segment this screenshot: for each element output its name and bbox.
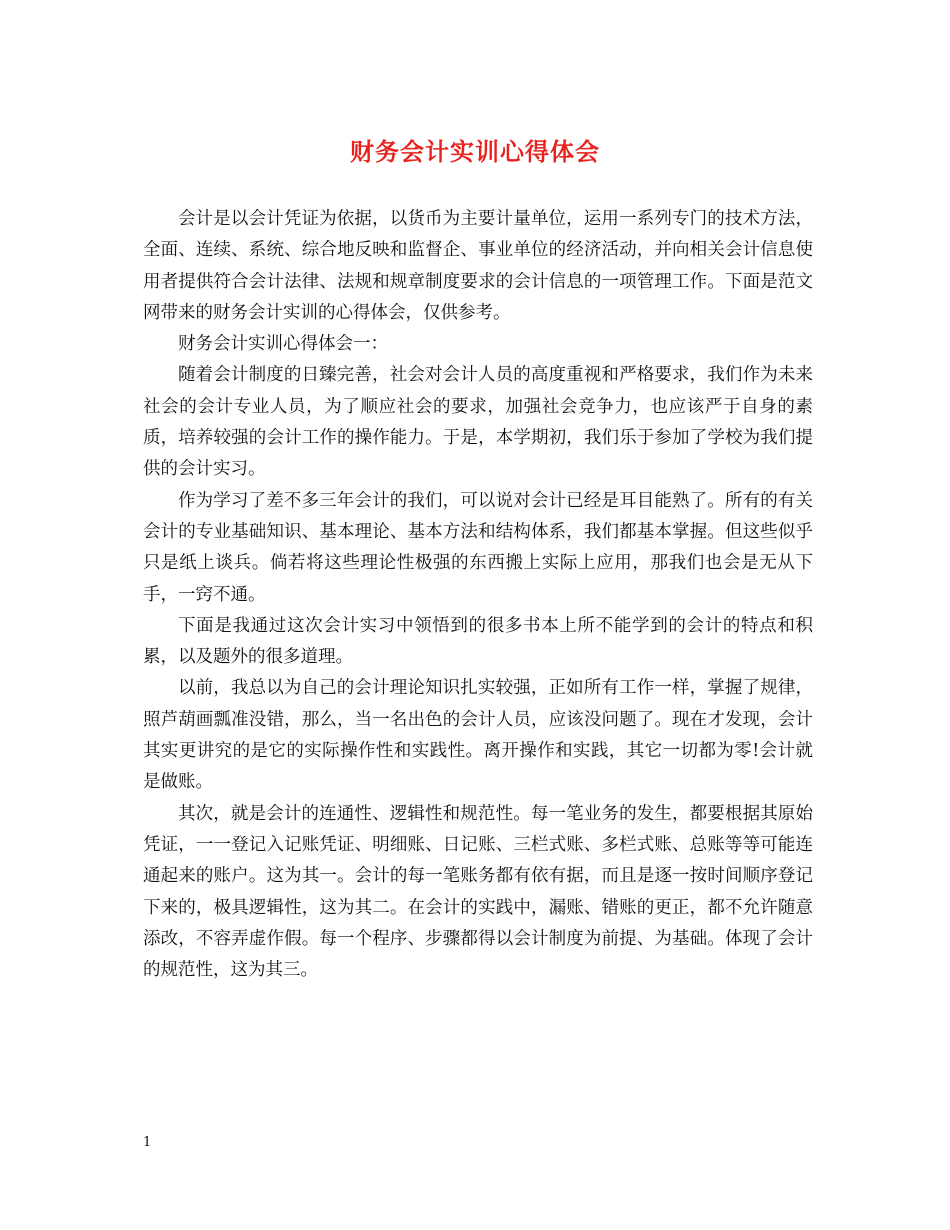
document-title: 财务会计实训心得体会: [350, 137, 600, 166]
intro-paragraph: 会计是以会计凭证为依据，以货币为主要计量单位，运用一系列专门的技术方法，全面、连续、系统、综合地反映和监督企、事业单位的经济活动，并向相关会计信息使用者提供符合会计法律、法规和规章制度要求的会计信息的一项管理工作。下面是范文网带来的财务会计实训的心得体会，仅供参考。: [143, 209, 813, 323]
section-heading: 财务会计实训心得体会一：: [178, 334, 388, 355]
body-paragraph: 以前，我总以为自己的会计理论知识扎实较强，正如所有工作一样，掌握了规律，照芦葫画瓢准没错，那么，当一名出色的会计人员，应该没问题了。现在才发现，会计其实更讲究的是它的实际操作性和实践性。离开操作和实践，其它一切都为零!会计就是做账。: [143, 678, 813, 793]
page-number: 1: [143, 1135, 152, 1150]
body-paragraph: 下面是我通过这次会计实习中领悟到的很多书本上所不能学到的会计的特点和积累，以及题外的很多道理。: [143, 615, 813, 668]
document-body: [143, 204, 813, 986]
body-paragraph: 随着会计制度的日臻完善，社会对会计人员的高度重视和严格要求，我们作为未来社会的会计专业人员，为了顺应社会的要求，加强社会竞争力，也应该严于自身的素质，培养较强的会计工作的操作能力。于是，本学期初，我们乐于参加了学校为我们提供的会计实习。: [143, 365, 813, 480]
body-paragraph: 其次，就是会计的连通性、逻辑性和规范性。每一笔业务的发生，都要根据其原始凭证，一一登记入记账凭证、明细账、日记账、三栏式账、多栏式账、总账等等可能连通起来的账户。这为其一。会计的每一笔账务都有依有据，而且是逐一按时间顺序登记下来的，极具逻辑性，这为其二。在会计的实践中，漏账、错账的更正，都不允许随意添改，不容弄虚作假。每一个程序、步骤都得以会计制度为前提、为基础。体现了会计的规范性，这为其三。: [143, 803, 813, 981]
body-paragraph: 作为学习了差不多三年会计的我们，可以说对会计已经是耳目能熟了。所有的有关会计的专业基础知识、基本理论、基本方法和结构体系，我们都基本掌握。但这些似乎只是纸上谈兵。倘若将这些理论性极强的东西搬上实际上应用，那我们也会是无从下手，一窍不通。: [143, 490, 813, 605]
